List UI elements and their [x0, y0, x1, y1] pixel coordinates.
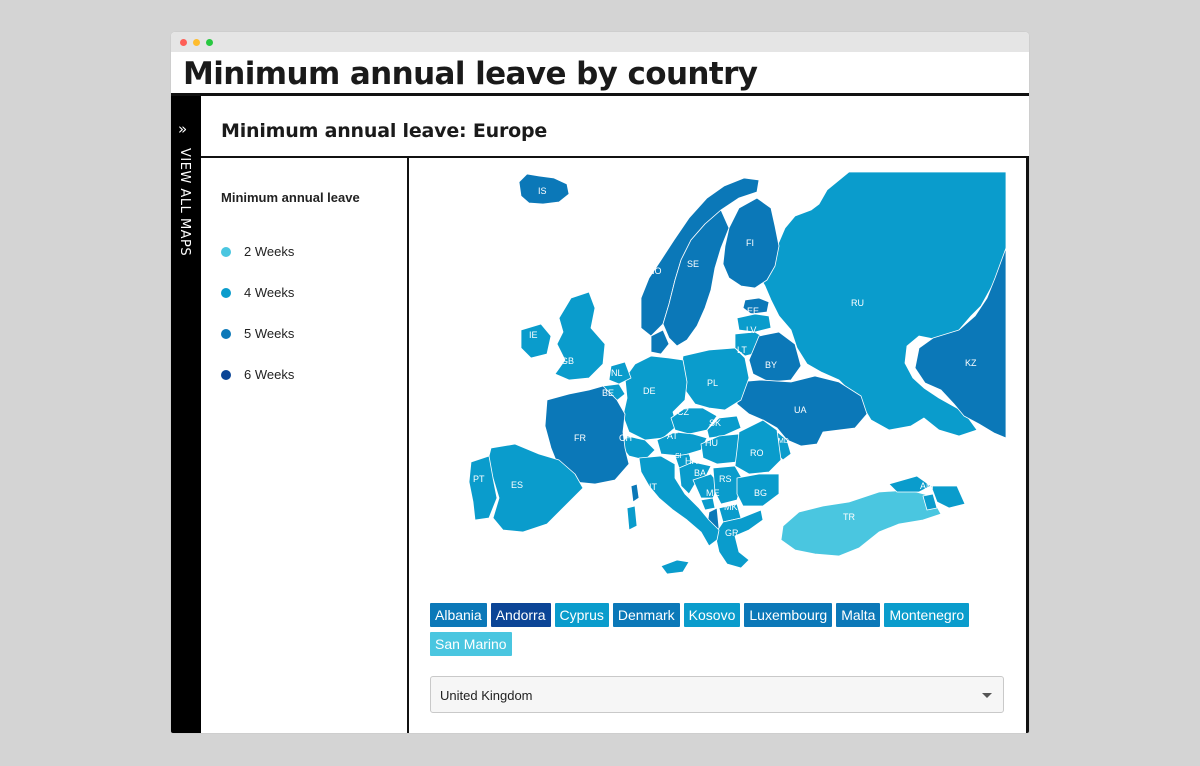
label-kz: KZ — [965, 358, 977, 368]
label-pt: PT — [473, 474, 485, 484]
dropdown-caret-icon — [982, 693, 992, 698]
legend-item-5-weeks — [221, 326, 294, 341]
label-es: ES — [511, 480, 524, 490]
label-lt: LT — [737, 345, 747, 355]
chip-denmark[interactable]: Denmark — [613, 603, 680, 627]
label-bg: BG — [754, 488, 768, 498]
legend-label: 4 Weeks — [244, 285, 295, 300]
legend-swatch — [221, 288, 231, 298]
legend-map-divider — [407, 156, 409, 733]
label-se: SE — [687, 259, 700, 269]
label-rs: RS — [719, 474, 732, 484]
region-sardinia[interactable] — [627, 506, 637, 530]
region-montenegro[interactable] — [701, 498, 715, 510]
header-divider — [171, 93, 1029, 96]
chip-kosovo[interactable]: Kosovo — [684, 603, 741, 627]
label-ee: EE — [747, 306, 760, 316]
legend-item-6-weeks — [221, 367, 294, 382]
country-select-value: United Kingdom — [440, 688, 533, 703]
label-fr: FR — [574, 433, 586, 443]
label-fi: FI — [746, 238, 754, 248]
label-de: DE — [643, 386, 656, 396]
chip-san-marino[interactable]: San Marino — [430, 632, 512, 656]
view-all-maps-tab[interactable] — [171, 96, 201, 733]
legend-swatch — [221, 329, 231, 339]
label-hu: HU — [705, 438, 718, 448]
page-title: Minimum annual leave by country — [183, 56, 758, 92]
small-countries-list — [430, 603, 990, 656]
label-pl: PL — [707, 378, 719, 388]
region-romania[interactable] — [735, 420, 781, 474]
chip-malta[interactable]: Malta — [836, 603, 880, 627]
label-ru: RU — [851, 298, 864, 308]
view-all-maps-label: VIEW ALL MAPS — [177, 148, 192, 257]
label-md: MD — [778, 438, 789, 445]
legend-item-2-weeks — [221, 244, 294, 259]
maximize-window-button[interactable] — [206, 39, 213, 46]
legend-label: 2 Weeks — [244, 244, 295, 259]
label-ba: BA — [694, 468, 707, 478]
label-is: IS — [538, 186, 547, 196]
label-gr: GR — [725, 528, 739, 538]
label-lv: LV — [746, 325, 757, 335]
chip-luxembourg[interactable]: Luxembourg — [744, 603, 832, 627]
label-ie: IE — [529, 330, 538, 340]
region-great-britain[interactable] — [555, 292, 605, 380]
section-divider — [201, 156, 1029, 158]
label-no: NO — [648, 266, 662, 276]
europe-map[interactable] — [419, 168, 1009, 578]
label-ro: RO — [750, 448, 764, 458]
label-by: BY — [765, 360, 778, 370]
browser-window — [171, 32, 1029, 733]
label-cz: CZ — [677, 407, 689, 417]
chip-montenegro[interactable]: Montenegro — [884, 603, 969, 627]
label-ge: GE — [906, 465, 920, 475]
legend-swatch — [221, 370, 231, 380]
section-title: Minimum annual leave: Europe — [221, 120, 548, 142]
legend-item-4-weeks — [221, 285, 294, 300]
label-be: BE — [602, 388, 615, 398]
label-at: AT — [667, 431, 678, 441]
label-nl: NL — [611, 368, 623, 378]
chip-albania[interactable]: Albania — [430, 603, 487, 627]
chip-andorra[interactable]: Andorra — [491, 603, 551, 627]
legend-swatch — [221, 247, 231, 257]
legend-label: 6 Weeks — [244, 367, 295, 382]
window-titlebar — [171, 32, 1029, 52]
label-tr: TR — [843, 512, 855, 522]
content-right-border — [1026, 156, 1029, 733]
label-si: SI — [675, 453, 682, 460]
region-turkey[interactable] — [781, 490, 941, 556]
label-am: AM — [920, 481, 934, 491]
label-me: ME — [706, 488, 720, 498]
label-ch: CH — [619, 433, 632, 443]
label-it: IT — [649, 482, 657, 492]
legend-label: 5 Weeks — [244, 326, 295, 341]
legend-title: Minimum annual leave — [221, 190, 360, 205]
label-ua: UA — [794, 405, 807, 415]
chevron-double-right-icon: » — [178, 120, 188, 138]
region-sicily[interactable] — [661, 560, 689, 574]
country-select[interactable] — [430, 676, 1004, 713]
region-corsica[interactable] — [631, 484, 639, 502]
label-az: AZ — [945, 470, 957, 480]
chip-cyprus[interactable]: Cyprus — [555, 603, 609, 627]
label-mk: MK — [724, 502, 738, 512]
close-window-button[interactable] — [180, 39, 187, 46]
label-sk: SK — [709, 418, 722, 428]
label-hr: HR — [685, 456, 698, 466]
minimize-window-button[interactable] — [193, 39, 200, 46]
label-gb: GB — [561, 356, 575, 366]
